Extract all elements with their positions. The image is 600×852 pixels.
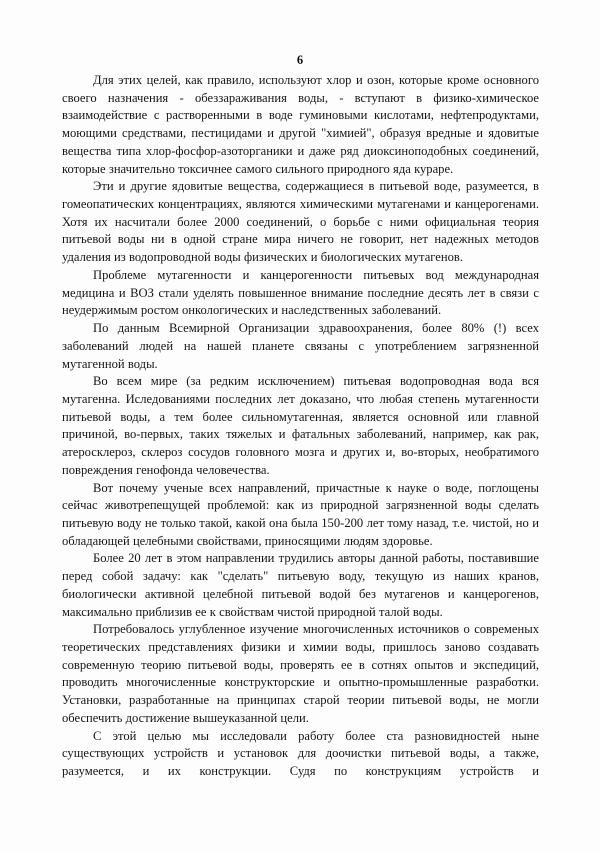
page-number: 6 bbox=[296, 53, 304, 67]
paragraph-6: Вот почему ученые всех направлений, причастные к науке о воде, поглощены сейчас животрепещущей проблемой: как из природной загрязненной воды сделать питьевую воду не только такой, какой она была 150-200 лет тому назад, т.е. чистой, но и обладающей целебными свойствами, приносящими людям здоровье. bbox=[62, 480, 539, 548]
paragraph-1: Для этих целей, как правило, используют хлор и озон, которые кроме основного своего назначения - обеззараживания воды, - вступают в физико-химическое взаимодействие с растворенными в воде гуминовыми кислотами, нефтепродуктами, моющими средствами, пестицидами и другой "химией", образуя вредные и ядовитые вещества типа хлор-фосфор-азоторганики и даже ряд диоксиноподобных соединений, которые значительно токсичнее самого сильного природного яда кураре. bbox=[62, 73, 539, 176]
paragraph-9: С этой целью мы исследовали работу более ста разновидностей ныне существующих устройств и установок для доочистки питьевой воды, а также, разумеется, и их конструкции. Судя по конструкциям устройств и bbox=[62, 728, 539, 779]
paragraph-3: Проблеме мутагенности и канцерогенности питьевых вод международная медицина и ВОЗ стали уделять повышенное внимание последние десять лет в связи с неудержимым ростом онкологических и наследственных заболеваний. bbox=[62, 267, 539, 318]
paragraph-4: По данным Всемирной Организации здравоохранения, более 80% (!) всех заболеваний людей на нашей планете связаны с употреблением загрязненной мутагенной воды. bbox=[62, 321, 539, 371]
paragraph-2: Эти и другие ядовитые вещества, содержащиеся в питьевой воде, разумеется, в гомеопатических концентрациях, являются химическими мутагенами и канцерогенами. Хотя их насчитали более 2000 соединений, о борьбе с ними официальная теория питьевой воды ни в одной стране мира ничего не говорит, нет надежных методов удаления из водопроводной воды физических и биологических мутагенов. bbox=[62, 179, 539, 265]
paragraph-7: Более 20 лет в этом направлении трудились авторы данной работы, поставившие перед собой задачу: как "сделать" питьевую воду, текущую из наших кранов, биологически активной целебной питьевой водой без мутагенов и канцерогенов, максимально приблизив ее к свойствам чистой природной талой воды. bbox=[62, 551, 539, 619]
paragraph-8: Потребовалось углубленное изучение многочисленных источников о современых теоретических представлениях физики и химии воды, пришлось заново создавать современную теорию питьевой воды, проверять ее в сотнях опытов и экспедиций, проводить многочисленные конструкторские и опытно-промышленные разработки. Установки, разработанные на принципах старой теории питьевой воды, не могли обеспечить достижение вышеуказанной цели. bbox=[62, 622, 539, 725]
paragraph-5: Во всем мире (за редким исключением) питьевая водопроводная вода вся мутагенна. Иследованиями последних лет доказано, что любая степень мутагенности питьевой воды, а тем более сильномутагенная, является основной или главной причиной, во-первых, таких тяжелых и фатальных заболеваний, например, как рак, атеросклероз, склероз сосудов головного мозга и других и, во-вторых, необратимого повреждения генофонда человечества. bbox=[62, 374, 539, 477]
document-body bbox=[62, 72, 539, 781]
